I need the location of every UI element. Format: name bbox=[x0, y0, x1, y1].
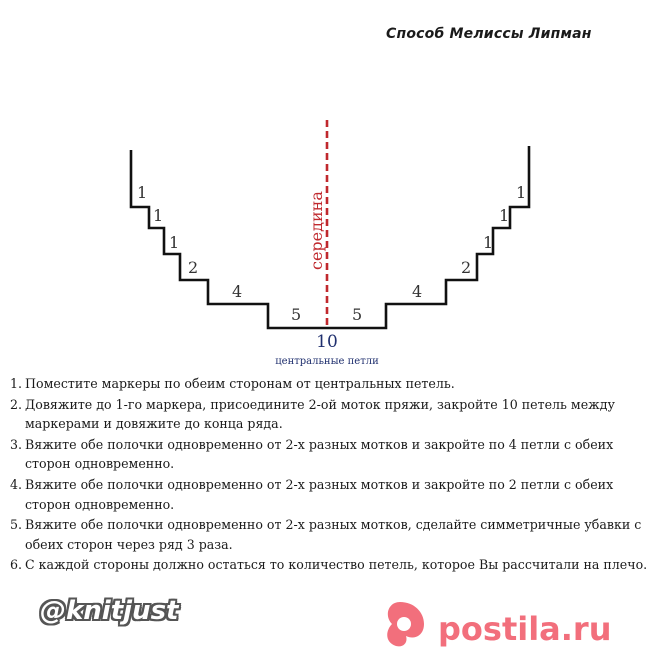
left-step-label: 1 bbox=[169, 233, 180, 252]
instruction-item bbox=[10, 555, 650, 575]
instruction-number: 3. bbox=[10, 436, 23, 452]
center-label: середина bbox=[307, 191, 326, 270]
instruction-number: 5. bbox=[10, 517, 23, 533]
page-title: Способ Мелиссы Липман bbox=[386, 26, 592, 42]
instruction-number: 6. bbox=[10, 557, 23, 573]
instruction-text: Вяжите обе полочки одновременно от 2-х разных мотков и закройте по 4 петли с обеих сторон одновременно. bbox=[25, 436, 614, 472]
instruction-text: Довяжите до 1-го маркера, присоедините 2-ой моток пряжи, закройте 10 петель между маркерами и довяжите до конца ряда. bbox=[25, 396, 615, 432]
instruction-number: 2. bbox=[10, 396, 23, 412]
brand-handle: @knitjust bbox=[40, 596, 179, 626]
instruction-text: Поместите маркеры по обеим сторонам от центральных петель. bbox=[25, 376, 455, 391]
instruction-item bbox=[10, 395, 650, 434]
instruction-list bbox=[10, 374, 650, 576]
left-step-label: 1 bbox=[153, 206, 164, 225]
instruction-number: 1. bbox=[10, 376, 23, 391]
instruction-text: Вяжите обе полочки одновременно от 2-х разных мотков и закройте по 2 петли с обеих сторон одновременно. bbox=[25, 476, 614, 512]
right-step-label: 2 bbox=[461, 258, 472, 277]
watermark-text: postila.ru bbox=[438, 610, 612, 648]
right-step-label: 1 bbox=[516, 183, 527, 202]
watermark-logo-icon bbox=[387, 602, 424, 646]
instruction-number: 4. bbox=[10, 476, 23, 492]
watermark bbox=[0, 590, 660, 660]
center-count: 10 bbox=[316, 332, 338, 352]
right-step-label: 1 bbox=[499, 206, 510, 225]
left-step-label: 5 bbox=[291, 305, 302, 324]
instruction-item bbox=[10, 515, 650, 554]
right-step-label: 5 bbox=[352, 305, 363, 324]
left-step-label: 4 bbox=[232, 282, 243, 301]
instruction-text: Вяжите обе полочки одновременно от 2-х разных мотков, сделайте симметричные убавки с обеих сторон через ряд 3 раза. bbox=[25, 517, 642, 552]
instruction-item bbox=[10, 374, 650, 394]
right-step-label: 4 bbox=[412, 282, 423, 301]
left-step-label: 1 bbox=[137, 183, 148, 202]
neckline-outline bbox=[131, 146, 529, 328]
left-step-label: 2 bbox=[188, 258, 199, 277]
instruction-item bbox=[10, 435, 650, 474]
instruction-text: С каждой стороны должно остаться то количество петель, которое Вы рассчитали на плечо. bbox=[25, 557, 648, 573]
center-caption: центральные петли bbox=[275, 356, 379, 367]
instruction-item bbox=[10, 475, 650, 514]
right-step-label: 1 bbox=[483, 233, 494, 252]
